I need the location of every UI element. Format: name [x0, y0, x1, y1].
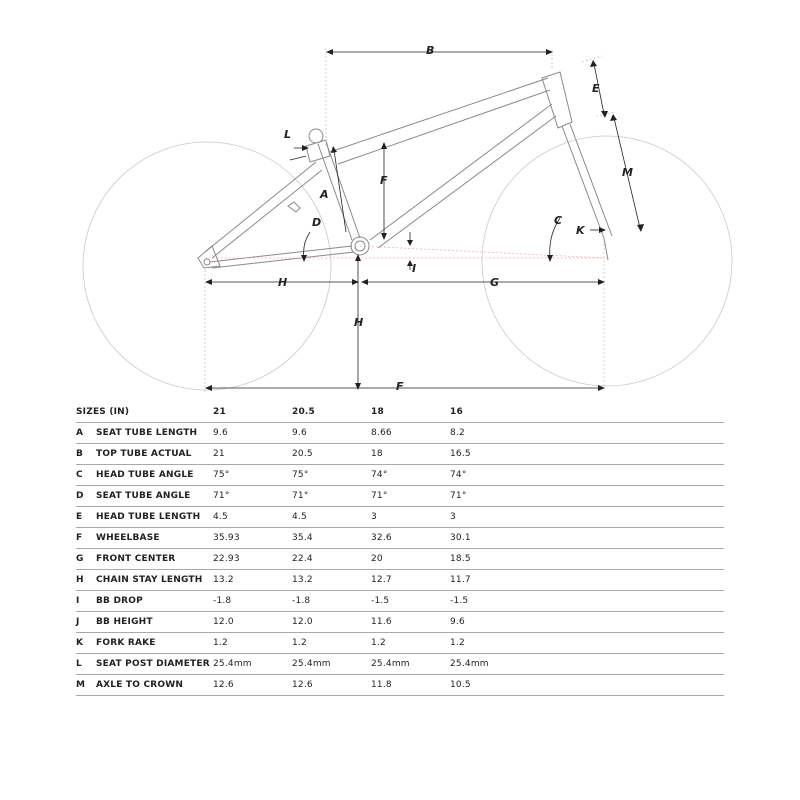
row-name: SEAT TUBE LENGTH [96, 428, 198, 438]
row-name: SEAT TUBE ANGLE [96, 491, 191, 501]
row-name: AXLE TO CROWN [96, 680, 184, 690]
row-value: 71° [450, 491, 467, 501]
label-C: C [554, 214, 563, 227]
row-name: CHAIN STAY LENGTH [96, 575, 203, 585]
row-value: 12.6 [292, 680, 313, 690]
row-value: 12.0 [213, 617, 234, 627]
row-letter: K [76, 638, 84, 648]
row-value: -1.5 [371, 596, 390, 606]
row-value: 18 [371, 449, 383, 459]
row-name: BB DROP [96, 596, 143, 606]
row-value: 22.4 [292, 554, 313, 564]
row-letter: A [76, 428, 84, 438]
row-value: 25.4mm [213, 659, 252, 669]
row-name: HEAD TUBE ANGLE [96, 470, 194, 480]
row-value: 8.66 [371, 428, 392, 438]
front-wheel [482, 136, 732, 386]
sizes-header-label: SIZES (IN) [76, 407, 130, 417]
size-header: 18 [371, 407, 384, 417]
table-row [76, 675, 724, 696]
row-value: 18.5 [450, 554, 471, 564]
table-row [76, 570, 724, 591]
row-name: FRONT CENTER [96, 554, 176, 564]
label-F-vertical: F [380, 174, 388, 187]
row-value: 74° [450, 470, 467, 480]
row-value: 1.2 [371, 638, 386, 648]
row-value: -1.8 [292, 596, 311, 606]
geometry-table [76, 402, 724, 696]
row-name: FORK RAKE [96, 638, 156, 648]
row-letter: C [76, 470, 83, 480]
row-value: 71° [213, 491, 230, 501]
row-value: 1.2 [450, 638, 465, 648]
row-value: 71° [371, 491, 388, 501]
label-M: M [622, 166, 633, 179]
row-letter: G [76, 554, 84, 564]
row-value: -1.5 [450, 596, 469, 606]
table-row [76, 507, 724, 528]
row-value: 10.5 [450, 680, 471, 690]
row-letter: D [76, 491, 84, 501]
row-value: 12.0 [292, 617, 313, 627]
row-value: 11.8 [371, 680, 392, 690]
label-K: K [576, 224, 585, 237]
row-value: 35.4 [292, 533, 313, 543]
row-value: 75° [292, 470, 309, 480]
size-header: 16 [450, 407, 463, 417]
row-name: TOP TUBE ACTUAL [96, 449, 192, 459]
row-value: 35.93 [213, 533, 240, 543]
row-name: BB HEIGHT [96, 617, 153, 627]
row-value: 9.6 [213, 428, 228, 438]
row-value: 75° [213, 470, 230, 480]
label-D: D [312, 216, 322, 229]
row-value: 71° [292, 491, 309, 501]
table-row [76, 591, 724, 612]
row-value: 25.4mm [450, 659, 489, 669]
table-row [76, 528, 724, 549]
row-value: 16.5 [450, 449, 471, 459]
row-value: 8.2 [450, 428, 465, 438]
table-row [76, 465, 724, 486]
row-letter: M [76, 680, 86, 690]
row-value: 9.6 [450, 617, 465, 627]
table-row [76, 654, 724, 675]
row-value: 4.5 [213, 512, 228, 522]
table-row [76, 423, 724, 444]
row-value: 21 [213, 449, 225, 459]
row-value: 9.6 [292, 428, 307, 438]
row-name: SEAT POST DIAMETER [96, 659, 210, 669]
row-value: 11.6 [371, 617, 392, 627]
rear-wheel [83, 142, 331, 390]
row-value: -1.8 [213, 596, 232, 606]
label-G: G [490, 276, 500, 289]
row-letter: L [76, 659, 82, 669]
row-value: 20.5 [292, 449, 313, 459]
row-name: WHEELBASE [96, 533, 160, 543]
table-row [76, 612, 724, 633]
row-value: 11.7 [450, 575, 471, 585]
label-A: A [320, 188, 329, 201]
table-row [76, 486, 724, 507]
row-value: 32.6 [371, 533, 392, 543]
row-letter: I [76, 596, 80, 606]
table-row [76, 444, 724, 465]
label-I: I [412, 262, 417, 275]
row-value: 3 [371, 512, 377, 522]
row-letter: E [76, 512, 83, 522]
row-name: HEAD TUBE LENGTH [96, 512, 201, 522]
row-value: 3 [450, 512, 456, 522]
label-B: B [426, 44, 435, 57]
size-header: 21 [213, 407, 226, 417]
row-value: 13.2 [213, 575, 234, 585]
row-value: 12.7 [371, 575, 392, 585]
row-value: 20 [371, 554, 383, 564]
row-letter: F [76, 533, 83, 543]
row-value: 25.4mm [371, 659, 410, 669]
row-value: 4.5 [292, 512, 307, 522]
row-letter: J [76, 617, 80, 627]
row-value: 13.2 [292, 575, 313, 585]
label-F-wheelbase: F [396, 380, 404, 393]
label-H-chainstay: H [278, 276, 288, 289]
row-value: 25.4mm [292, 659, 331, 669]
row-value: 22.93 [213, 554, 240, 564]
table-header-row [76, 402, 724, 423]
size-header: 20.5 [292, 407, 316, 417]
row-value: 1.2 [292, 638, 307, 648]
label-L: L [284, 128, 292, 141]
dimension-lines [205, 49, 644, 392]
row-value: 1.2 [213, 638, 228, 648]
label-E: E [592, 82, 600, 95]
row-value: 12.6 [213, 680, 234, 690]
row-value: 30.1 [450, 533, 471, 543]
table-row [76, 633, 724, 654]
bike-frame [198, 72, 612, 268]
table-row [76, 549, 724, 570]
row-value: 74° [371, 470, 388, 480]
label-H-bbheight: H [354, 316, 364, 329]
row-letter: H [76, 575, 84, 585]
row-letter: B [76, 449, 84, 459]
